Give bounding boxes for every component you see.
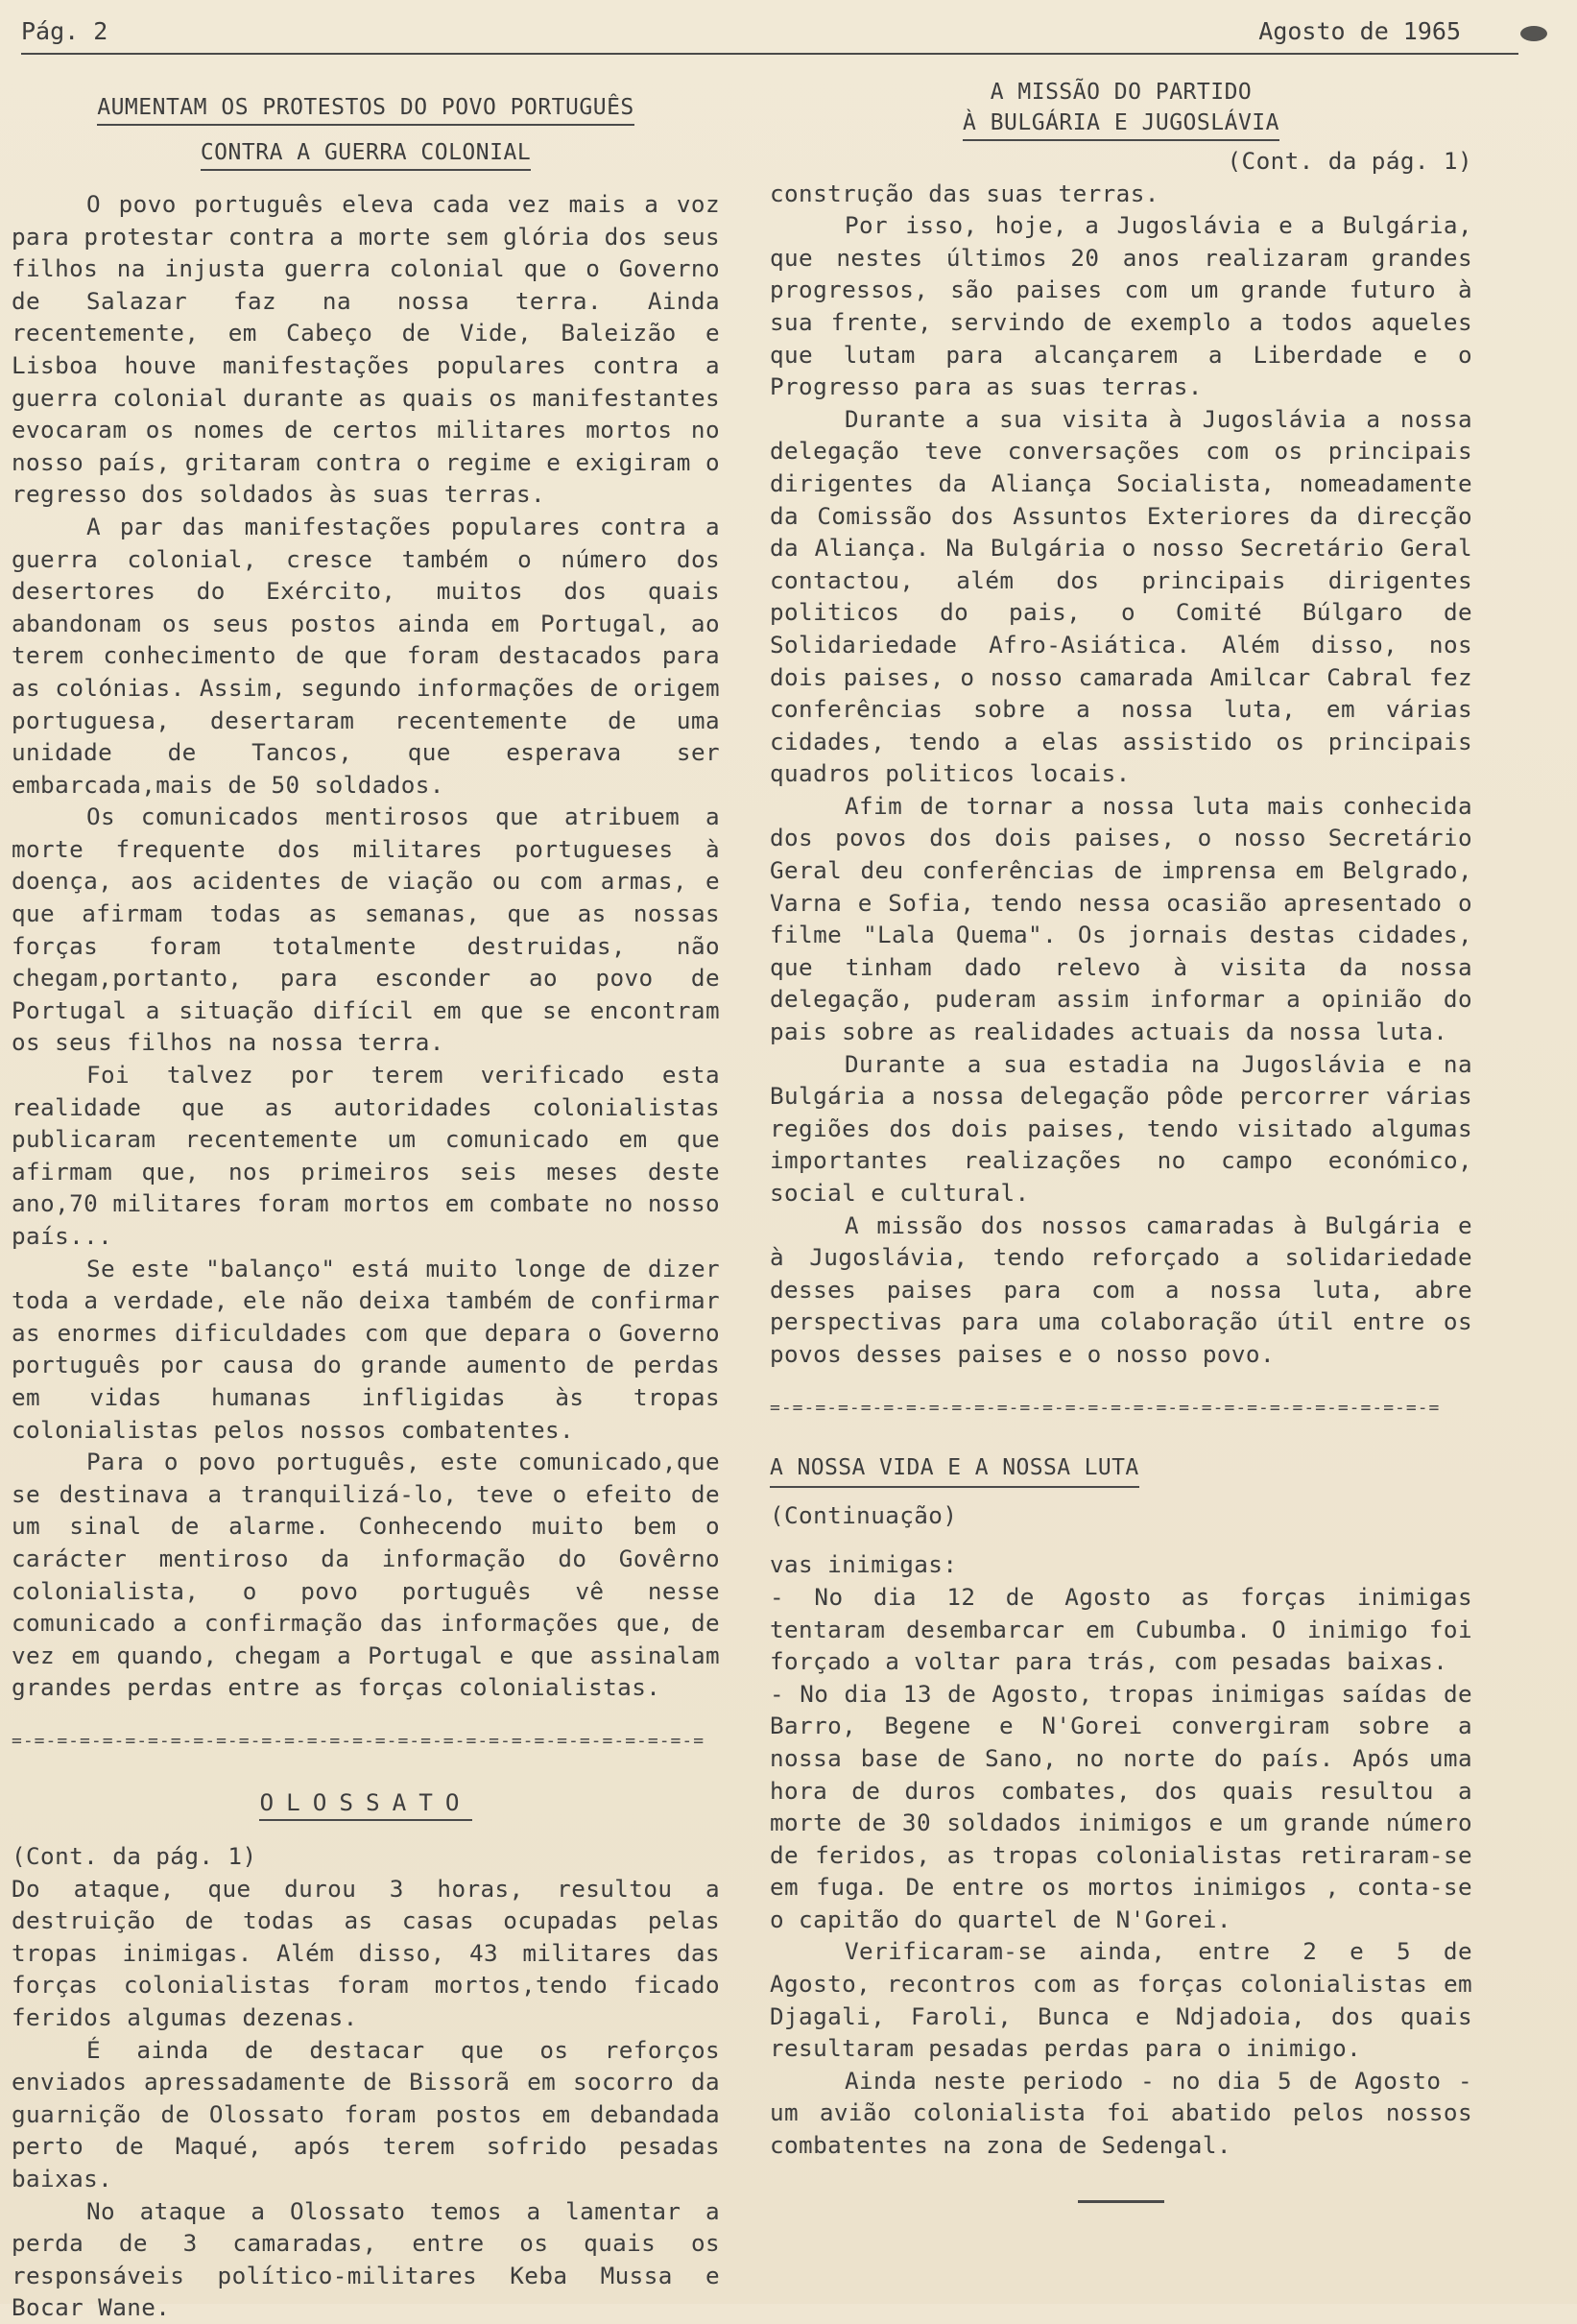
- mission-paragraph: A missão dos nossos camaradas à Bulgária e à Jugoslávia, tendo reforçado a solidariedade desses paises para com a nossa luta, abre perspectivas para uma colaboração útil entre os povos desses paises e o nosso povo.: [770, 1210, 1472, 1368]
- olossato-title-text: OLOSSATO: [259, 1786, 471, 1822]
- olossato-paragraph: No ataque a Olossato temos a lamentar a perda de 3 camaradas, entre os quais os responsáveis político-militares Keba Mussa e Bocar Wane.: [12, 2196, 720, 2322]
- protests-title-line-2: CONTRA A GUERRA COLONIAL: [201, 137, 531, 171]
- protests-paragraph: A par das manifestações populares contra a guerra colonial, cresce também o número dos desertores do Exército, muitos dos quais abandonam os seus postos ainda em Portugal, ao terem conhecimento de que foram destacados para as colónias. Assim, segundo informações de origem portuguesa, desertaram recentemente de uma unidade de Tancos, que esperava ser embarcada,mais de 50 soldados.: [12, 512, 720, 799]
- struggle-section-title: [770, 1452, 1472, 1488]
- olossato-paragraph: Do ataque, que durou 3 horas, resultou a destruição de todas as casas ocupadas pelas tropas inimigas. Além disso, 43 militares das forças colonialistas foram mortos,tendo ficado feridos algumas dezenas.: [12, 1874, 720, 2032]
- left-column: [12, 86, 720, 2324]
- mission-paragraph: Por isso, hoje, a Jugoslávia e a Bulgária, que nestes últimos 20 anos realizaram grandes progressos, são paises com um grande futuro à sua frente, servindo de exemplo a todos aqueles que lutam para alcançarem a Liberdade e o Progresso para as suas terras.: [770, 211, 1472, 401]
- protests-paragraph: Para o povo português, este comunicado,que se destinava a tranquilizá-lo, teve o efeito de um sinal de alarme. Conhecendo muito bem o carácter mentiroso da informação do Govêrno colonialista, o povo português vê nesse comunicado a confirmação das informações que, de vez em quando, chegam a Portugal e que assinalam grandes perdas entre as forças colonialistas.: [12, 1448, 720, 1702]
- page-header: [21, 17, 1461, 56]
- struggle-paragraph: Verificaram-se ainda, entre 2 e 5 de Agosto, recontros com as forças colonialistas em Djagali, Faroli, Bunca e Ndjadoia, dos quais resultaram pesadas perdas para o inimigo.: [770, 1937, 1472, 2063]
- mission-paragraph: construção das suas terras.: [770, 179, 1159, 207]
- protests-paragraph: O povo português eleva cada vez mais a voz para protestar contra a morte sem glória dos seus filhos na injusta guerra colonial que o Governo de Salazar faz na nossa terra. Ainda recentemente, em Cabeço de Vide, Baleizão e Lisboa houve manifestações populares contra a guerra colonial durante as quais os manifestantes evocaram os nomes de certos militares mortos no nosso país, gritaram contra o regime e exigiram o regresso dos soldados às suas terras.: [12, 190, 720, 509]
- mission-paragraph: Afim de tornar a nossa luta mais conhecida dos povos dos dois paises, o nosso Secretário Geral deu conferências de imprensa em Belgrado, Varna e Sofia, tendo nessa ocasião apresentado o filme "Lala Quema". Os jornais destas cidades, que tinham dado relevo à visita da nossa delegação, puderam assim informar a opinião do pais sobre as realidades actuais da nossa luta.: [770, 791, 1472, 1046]
- section-separator: =-=-=-=-=-=-=-=-=-=-=-=-=-=-=-=-=-=-=-=-=-=-=-=-=-=-=-=-=-=: [770, 1397, 1441, 1418]
- issue-date: Agosto de 1965: [1258, 17, 1461, 45]
- page-number: Pág. 2: [21, 17, 108, 45]
- struggle-paragraph: vas inimigas:: [770, 1550, 958, 1579]
- mission-paragraph: Durante a sua estadia na Jugoslávia e na Bulgária a nossa delegação pôde percorrer várias regiões dos dois paises, tendo visitado algumas importantes realizações no campo económico, social e cultural.: [770, 1049, 1472, 1207]
- olossato-continuation-ref: (Cont. da pág. 1): [12, 1842, 257, 1871]
- mission-title-line-1: A MISSÃO DO PARTIDO: [990, 80, 1253, 105]
- ink-blot-icon: [1517, 23, 1550, 44]
- protests-article-title: [12, 92, 720, 171]
- article-end-mark: [770, 2179, 1472, 2212]
- struggle-paragraph: - No dia 13 de Agosto, tropas inimigas saídas de Barro, Begene e N'Gorei convergiram sobre a nossa base de Sano, no norte do país. Após uma hora de duros combates, dos quais resultou a morte de 30 soldados inimigos e um grande número de feridos, as tropas colonialistas retiraram-se em fuga. De entre os mortos inimigos , conta-se o capitão do quartel de N'Gorei.: [770, 1679, 1472, 1933]
- struggle-paragraph: Ainda neste periodo - no dia 5 de Agosto - um avião colonialista foi abatido pelos nossos combatentes na zona de Sedengal.: [770, 2066, 1472, 2160]
- header-rule: [21, 53, 1518, 55]
- struggle-title-text: A NOSSA VIDA E A NOSSA LUTA: [770, 1452, 1139, 1488]
- right-column: [770, 80, 1472, 2211]
- mission-title-line-2: À BULGÁRIA E JUGOSLÁVIA: [963, 108, 1279, 141]
- protests-paragraph: Os comunicados mentirosos que atribuem a morte frequente dos militares portugueses à doença, aos acidentes de viação ou com armas, e que afirmam todas as semanas, que as nossas forças foram totalmente destruidas, não chegam,portanto, para esconder ao povo de Portugal a situação difícil em que se encontram os seus filhos na nossa terra.: [12, 803, 720, 1057]
- protests-paragraph: Foi talvez por terem verificado esta realidade que as autoridades colonialistas publicaram recentemente um comunicado em que afirmam que, nos primeiros seis meses deste ano,70 militares foram mortos em combate no nosso país...: [12, 1061, 720, 1250]
- mission-paragraph: Durante a sua visita à Jugoslávia a nossa delegação teve conversações com os principais dirigentes da Aliança Socialista, nomeadamente da Comissão dos Assuntos Exteriores da direcção da Aliança. Na Bulgária o nosso Secretário Geral contactou, além dos principais dirigentes politicos do pais, o Comité Búlgaro de Solidariedade Afro-Asiática. Além disso, nos dois paises, o nosso camarada Amilcar Cabral fez conferências sobre a nossa luta, em várias cidades, tendo a elas assistido os principais quadros politicos locais.: [770, 404, 1472, 788]
- protests-title-line-1: AUMENTAM OS PROTESTOS DO POVO PORTUGUÊS: [97, 92, 634, 126]
- olossato-title: [12, 1786, 720, 1822]
- mission-continuation-ref: (Cont. da pág. 1): [1227, 147, 1472, 175]
- protests-paragraph: Se este "balanço" está muito longe de dizer toda a verdade, ele não deixa também de confirmar as enormes dificuldades com que depara o Governo português por causa do grande aumento de perdas em vidas humanas infligidas às tropas colonialistas pelos nossos combatentes.: [12, 1254, 720, 1444]
- mission-article-title: [770, 77, 1472, 141]
- struggle-continuation-ref: (Continuação): [770, 1500, 958, 1529]
- section-separator: =-=-=-=-=-=-=-=-=-=-=-=-=-=-=-=-=-=-=-=-=-=-=-=-=-=-=-=-=-=-=: [12, 1730, 705, 1751]
- olossato-paragraph: É ainda de destacar que os reforços enviados apressadamente de Bissorã em socorro da guarnição de Olossato foram postos em debandada perto de Maqué, após terem sofrido pesadas baixas.: [12, 2035, 720, 2193]
- struggle-paragraph: - No dia 12 de Agosto as forças inimigas tentaram desembarcar em Cubumba. O inimigo foi forçado a voltar para trás, com pesadas baixas.: [770, 1582, 1472, 1676]
